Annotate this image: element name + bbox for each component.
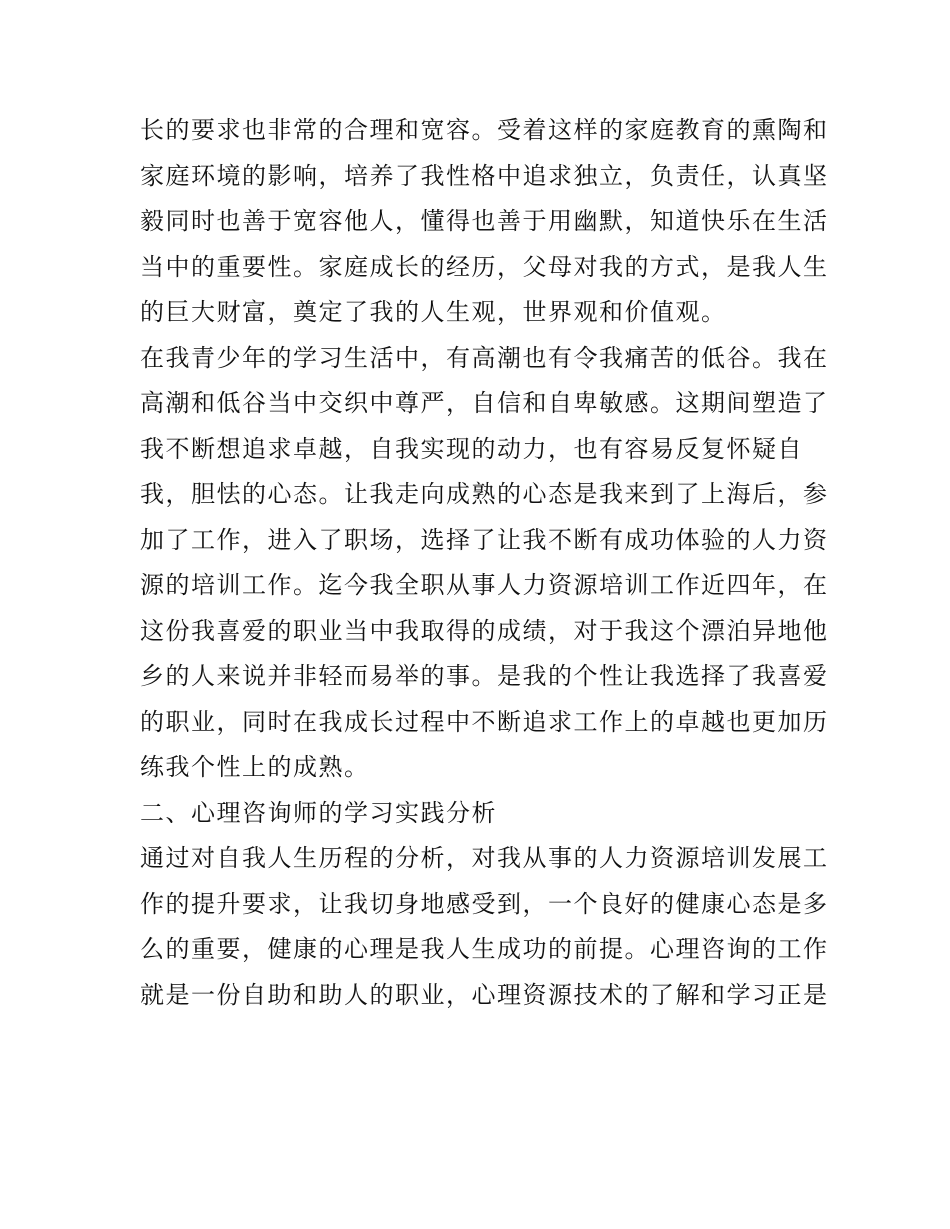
text-line: 加了工作，进入了职场，选择了让我不断有成功体验的人力资 <box>140 525 829 554</box>
text-line: 长的要求也非常的合理和宽容。受着这样的家庭教育的熏陶和 <box>140 116 829 144</box>
text-line: 就是一份自助和助人的职业，心理资源技术的了解和学习正是 <box>140 980 829 1009</box>
text-line: 练我个性上的成熟。 <box>140 753 370 781</box>
text-line: 当中的重要性。家庭成长的经历，父母对我的方式，是我人生 <box>140 252 829 281</box>
text-line: 通过对自我人生历程的分析，对我从事的人力资源培训发展工 <box>140 844 829 872</box>
section-heading: 二、心理咨询师的学习实践分析 <box>140 798 497 827</box>
text-line: 的职业，同时在我成长过程中不断追求工作上的卓越也更加历 <box>140 707 829 736</box>
text-line: 源的培训工作。迄今我全职从事人力资源培训工作近四年，在 <box>140 571 829 599</box>
text-line: 这份我喜爱的职业当中我取得的成绩，对于我这个漂泊异地他 <box>140 616 829 645</box>
text-line: 高潮和低谷当中交织中尊严，自信和自卑敏感。这期间塑造了 <box>140 389 829 417</box>
text-line: 我，胆怯的心态。让我走向成熟的心态是我来到了上海后，参 <box>140 480 829 508</box>
text-line: 家庭环境的影响，培养了我性格中追求独立，负责任，认真坚 <box>140 161 829 190</box>
text-line: 在我青少年的学习生活中，有高潮也有令我痛苦的低谷。我在 <box>140 343 829 372</box>
text-line: 么的重要，健康的心理是我人生成功的前提。心理咨询的工作 <box>140 935 829 963</box>
text-line: 的巨大财富，奠定了我的人生观，世界观和价值观。 <box>140 298 727 326</box>
text-line: 作的提升要求，让我切身地感受到，一个良好的健康心态是多 <box>140 889 829 918</box>
text-line: 乡的人来说并非轻而易举的事。是我的个性让我选择了我喜爱 <box>140 662 829 690</box>
text-line: 我不断想追求卓越，自我实现的动力，也有容易反复怀疑自 <box>140 434 803 463</box>
body-text <box>140 108 830 1018</box>
text-line: 毅同时也善于宽容他人，懂得也善于用幽默，知道快乐在生活 <box>140 207 829 235</box>
